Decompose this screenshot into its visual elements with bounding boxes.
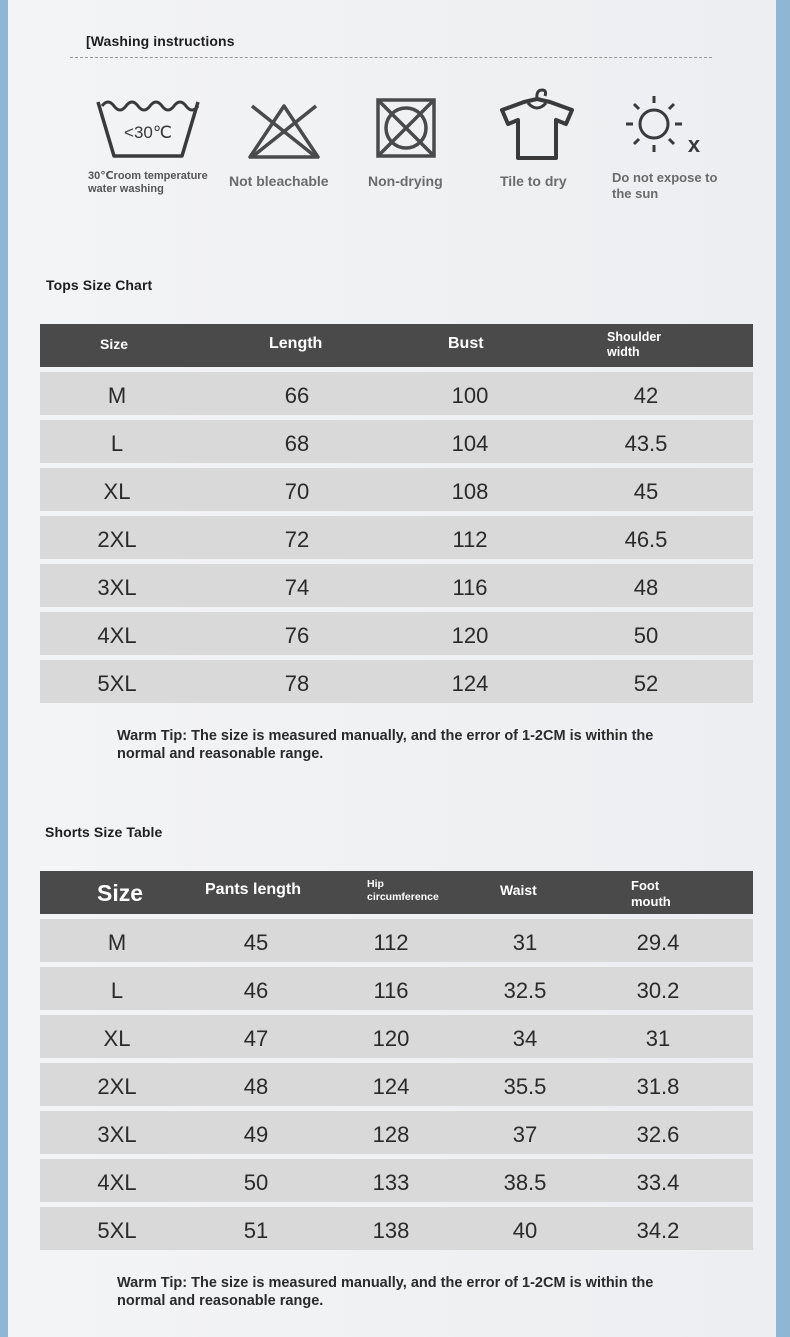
shorts-cell: 3XL xyxy=(97,1122,137,1147)
tops-title: Tops Size Chart xyxy=(46,277,153,293)
shorts-header-size: Size xyxy=(97,880,144,906)
shorts-header-circumference: circumference xyxy=(367,891,439,903)
tops-cell: 66 xyxy=(284,383,310,408)
tops-cell: 72 xyxy=(284,527,310,552)
shorts-cell: M xyxy=(107,930,127,955)
tops-header-width: width xyxy=(607,345,640,359)
tops-cell: 43.5 xyxy=(624,431,668,456)
tops-cell: L xyxy=(110,431,124,456)
tops-cell: 100 xyxy=(451,383,489,408)
tops-cell: 2XL xyxy=(97,527,137,552)
tops-header-shoulder: Shoulder xyxy=(607,330,662,344)
tops-cell: 108 xyxy=(451,479,489,504)
tops-row xyxy=(40,612,753,655)
svg-text:x: x xyxy=(687,132,701,157)
shorts-cell: L xyxy=(110,978,124,1003)
shorts-cell: 31 xyxy=(645,1026,671,1051)
no-sun-label-line2: the sun xyxy=(612,186,659,201)
tops-tip-line1: Warm Tip: The size is measured manually, and the error of 1-2CM is within the xyxy=(117,728,654,744)
shorts-cell: 48 xyxy=(243,1074,269,1099)
shorts-cell: 37 xyxy=(512,1122,538,1147)
tops-header xyxy=(40,324,753,367)
shorts-tip-line2: normal and reasonable range. xyxy=(117,1293,324,1309)
shorts-cell: 128 xyxy=(372,1122,410,1147)
shorts-cell: 38.5 xyxy=(503,1170,547,1195)
shorts-row xyxy=(40,1111,753,1154)
divider xyxy=(70,57,712,58)
shorts-cell: 45 xyxy=(243,930,269,955)
shorts-cell: 29.4 xyxy=(636,930,680,955)
shorts-cell: 5XL xyxy=(97,1218,137,1243)
shorts-row xyxy=(40,1063,753,1106)
tops-cell: 120 xyxy=(451,623,489,648)
tops-cell: 112 xyxy=(452,527,488,552)
shorts-row xyxy=(40,1015,753,1058)
shorts-cell: 31.8 xyxy=(636,1074,680,1099)
tops-cell: 4XL xyxy=(97,623,137,648)
tops-cell: 52 xyxy=(633,671,659,696)
shorts-cell: 120 xyxy=(372,1026,410,1051)
tops-header-length: Length xyxy=(269,335,323,352)
no-tumble-dry-icon xyxy=(375,97,437,159)
tops-row xyxy=(40,372,753,415)
tops-cell: 42 xyxy=(633,383,659,408)
tops-cell: M xyxy=(107,383,127,408)
shorts-cell: 50 xyxy=(243,1170,269,1195)
shorts-row xyxy=(40,967,753,1010)
tops-cell: 104 xyxy=(451,431,489,456)
tops-cell: 48 xyxy=(633,575,659,600)
washing-title: [Washing instructions xyxy=(86,33,235,49)
tops-cell: 116 xyxy=(452,575,488,600)
tops-cell: 74 xyxy=(284,575,310,600)
shorts-cell: 51 xyxy=(243,1218,269,1243)
shorts-cell: 32.6 xyxy=(636,1122,680,1147)
shorts-cell: 46 xyxy=(243,978,269,1003)
shorts-cell: 34 xyxy=(512,1026,538,1051)
shorts-row xyxy=(40,919,753,962)
shorts-row xyxy=(40,1159,753,1202)
tops-cell: 124 xyxy=(451,671,489,696)
tops-cell: 68 xyxy=(284,431,310,456)
no-bleach-label: Not bleachable xyxy=(229,173,329,189)
shorts-tip-line1: Warm Tip: The size is measured manually, and the error of 1-2CM is within the xyxy=(117,1275,654,1291)
shorts-cell: 47 xyxy=(243,1026,269,1051)
tops-cell: 50 xyxy=(633,623,659,648)
tops-tip-line2: normal and reasonable range. xyxy=(117,746,324,762)
tops-row xyxy=(40,516,753,559)
tops-cell: 70 xyxy=(284,479,310,504)
svg-text:<30℃: <30℃ xyxy=(124,123,172,142)
wash-30-label-line2: water washing xyxy=(88,183,164,195)
shorts-cell: 31 xyxy=(512,930,538,955)
shorts-header-waist: Waist xyxy=(500,882,537,898)
tops-header-size: Size xyxy=(100,336,129,352)
wash-30-label-line1: 30℃room temperature xyxy=(88,170,208,182)
tops-row xyxy=(40,468,753,511)
tops-cell: 5XL xyxy=(97,671,137,696)
shorts-cell: XL xyxy=(103,1026,131,1051)
shorts-cell: 32.5 xyxy=(503,978,547,1003)
shorts-header-mouth: mouth xyxy=(631,894,671,909)
tops-cell: 78 xyxy=(284,671,310,696)
shorts-cell: 2XL xyxy=(97,1074,137,1099)
shorts-header-foot: Foot xyxy=(631,878,660,893)
tops-cell: 76 xyxy=(284,623,310,648)
shorts-header xyxy=(40,871,753,914)
flat-dry-label: Tile to dry xyxy=(500,173,567,189)
shorts-cell: 35.5 xyxy=(503,1074,547,1099)
no-bleach-icon xyxy=(248,102,320,160)
tops-cell: 46.5 xyxy=(624,527,668,552)
wash-30-icon xyxy=(96,98,200,160)
no-sun-label-line1: Do not expose to xyxy=(612,170,718,185)
shorts-cell: 4XL xyxy=(97,1170,137,1195)
shorts-cell: 33.4 xyxy=(636,1170,680,1195)
shorts-cell: 30.2 xyxy=(636,978,680,1003)
tops-row xyxy=(40,564,753,607)
shorts-header-hip: Hip xyxy=(367,878,384,890)
shorts-title: Shorts Size Table xyxy=(45,824,163,840)
shorts-cell: 124 xyxy=(372,1074,410,1099)
shorts-header-pants-length: Pants length xyxy=(205,881,302,898)
tops-cell: 3XL xyxy=(97,575,137,600)
tops-cell: XL xyxy=(103,479,131,504)
flat-dry-icon xyxy=(500,86,574,160)
shorts-cell: 34.2 xyxy=(636,1218,680,1243)
no-tumble-dry-label: Non-drying xyxy=(368,173,443,189)
tops-row xyxy=(40,660,753,703)
no-sun-icon xyxy=(624,92,710,158)
shorts-cell: 138 xyxy=(372,1218,410,1243)
shorts-cell: 49 xyxy=(243,1122,269,1147)
tops-cell: 45 xyxy=(633,479,659,504)
tops-header-bust: Bust xyxy=(448,335,484,352)
shorts-row xyxy=(40,1207,753,1250)
shorts-cell: 133 xyxy=(372,1170,410,1195)
shorts-cell: 116 xyxy=(373,978,409,1003)
shorts-cell: 40 xyxy=(512,1218,538,1243)
shorts-cell: 112 xyxy=(373,930,409,955)
tops-row xyxy=(40,420,753,463)
